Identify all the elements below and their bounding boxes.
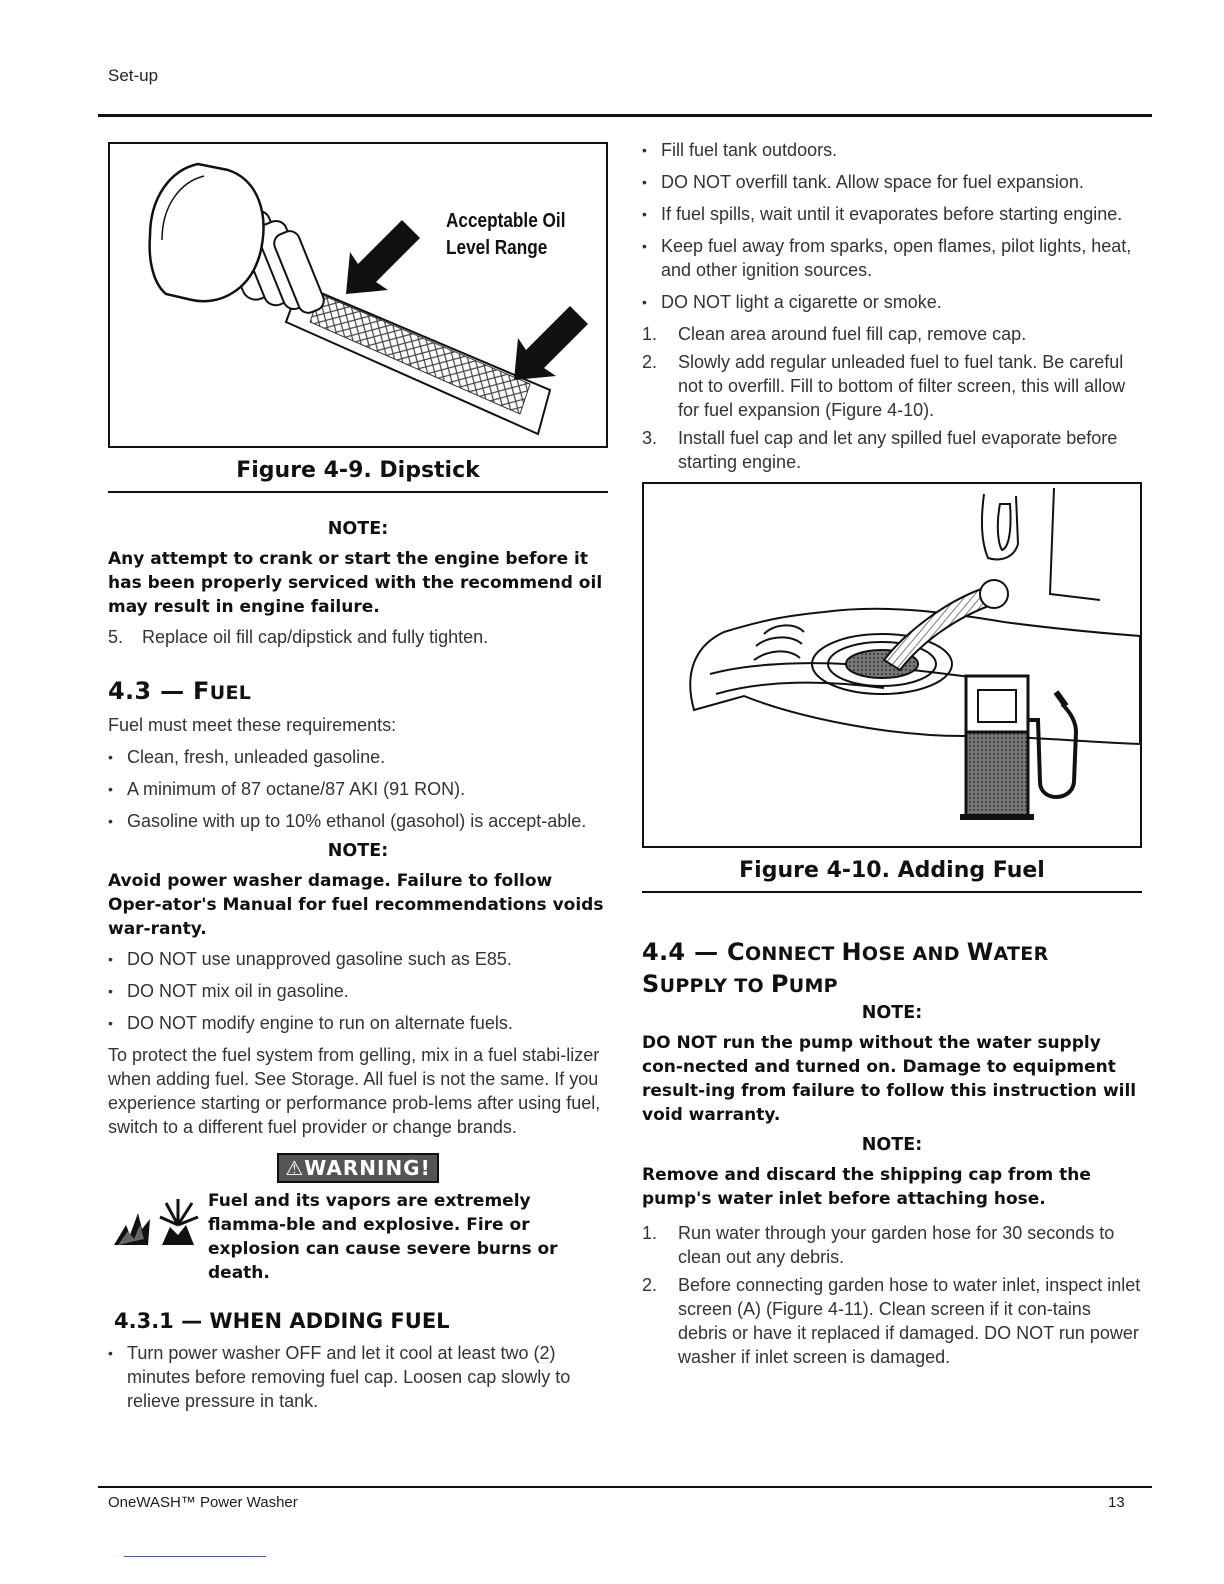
step-number: 5.: [108, 627, 124, 647]
step-number: 3.: [642, 428, 658, 448]
heading-part: H: [841, 938, 862, 966]
step-item: [642, 322, 1142, 346]
fuel-intro: Fuel must meet these requirements:: [108, 715, 397, 735]
step-item: [642, 1273, 1142, 1369]
dipstick-cap: [150, 164, 264, 301]
figure-caption-adding-fuel: Figure 4-10. Adding Fuel: [642, 848, 1142, 893]
warning-triangle-icon: ⚠: [285, 1156, 305, 1180]
heading-part: 4.3 — F: [108, 677, 210, 705]
adding-fuel-illustration: [644, 484, 1140, 846]
heading-part: S: [642, 970, 660, 998]
step-text: Run water through your garden hose for 30 seconds to clean out any debris.: [678, 1223, 1115, 1267]
step-number: 2.: [642, 352, 658, 372]
figure-adding-fuel: [642, 482, 1142, 848]
heading-part: OSE AND: [861, 943, 967, 965]
note-heading: NOTE:: [327, 841, 389, 861]
warning-badge-text: WARNING!: [304, 1156, 431, 1180]
note-heading: NOTE:: [861, 1003, 923, 1023]
heading-part: 4.4 — C: [642, 938, 745, 966]
gas-pump-icon: [960, 676, 1076, 820]
dipstick-blade: [286, 284, 550, 434]
note-fuel-warranty: Avoid power washer damage. Failure to follow Oper-ator's Manual for fuel recommendations voids war-ranty.: [108, 871, 604, 939]
arrow-upper: [346, 220, 420, 294]
stray-link-underline: [124, 1556, 266, 1557]
list-item: • Clean, fresh, unleaded gasoline.: [108, 745, 608, 769]
note-heading: NOTE:: [327, 519, 389, 539]
list-item: • Gasoline with up to 10% ethanol (gasohol) is accept-able.: [108, 809, 608, 833]
fuel-safety-list: [642, 138, 1142, 314]
oil-range-label-line1: Acceptable Oil: [446, 210, 566, 232]
figure-caption-dipstick: Figure 4-9. Dipstick: [108, 448, 608, 493]
note-shipping-cap: Remove and discard the shipping cap from the pump's water inlet before attaching hose.: [642, 1165, 1091, 1209]
heading-line: [642, 969, 1142, 1001]
list-item: • If fuel spills, wait until it evaporates before starting engine.: [642, 202, 1142, 226]
oil-range-label-line2: Level Range: [446, 237, 548, 259]
step-number: 1.: [642, 324, 658, 344]
step-list: [108, 625, 608, 649]
page-header-section: Set-up: [108, 66, 159, 85]
step-item: [642, 1221, 1142, 1269]
heading-part: UEL: [209, 682, 252, 704]
heading-line: [642, 937, 1142, 969]
step-text: Install fuel cap and let any spilled fuel evaporate before starting engine.: [678, 428, 1118, 472]
fuel-steps-list: [642, 322, 1142, 474]
list-item: • Turn power washer OFF and let it cool at least two (2) minutes before removing fuel cap. Loosen cap slowly to relieve pressure in tank.: [108, 1341, 608, 1413]
step-text: Slowly add regular unleaded fuel to fuel tank. Be careful not to overfill. Fill to bottom of filter screen, this will allow for fuel expansion (Figure 4-10).: [678, 352, 1126, 420]
subsection-heading-adding-fuel: 4.3.1 — WHEN ADDING FUEL: [114, 1309, 450, 1333]
list-item: • Keep fuel away from sparks, open flames, pilot lights, heat, and other ignition sources.: [642, 234, 1142, 282]
step-text: Replace oil fill cap/dipstick and fully tighten.: [142, 627, 489, 647]
fuel-donts-list: [108, 947, 608, 1035]
step-text: Before connecting garden hose to water inlet, inspect inlet screen (A) (Figure 4-11). Clean screen if it con-tains debris or have it replaced if damaged. DO NOT run power washer if inlet screen is damaged.: [678, 1275, 1141, 1367]
list-item: • A minimum of 87 octane/87 AKI (91 RON).: [108, 777, 608, 801]
footer-page-number: 13: [1108, 1494, 1125, 1511]
adding-fuel-list: [108, 1341, 608, 1413]
step-item: [642, 350, 1142, 422]
oil-range-label: [446, 208, 565, 262]
heading-part: ONNECT: [744, 943, 842, 965]
step-number: 2.: [642, 1275, 658, 1295]
step-number: 1.: [642, 1223, 658, 1243]
right-column: [642, 138, 1142, 1373]
list-item: • Fill fuel tank outdoors.: [642, 138, 1142, 162]
fire-explosion-icon: [108, 1189, 208, 1256]
footer-product-name: OneWASH™ Power Washer: [108, 1494, 298, 1511]
note-water-supply: DO NOT run the pump without the water supply con-nected and turned on. Damage to equipment result-ing from failure to follow this instruction will void warranty.: [642, 1033, 1137, 1125]
heading-part: ATER: [993, 943, 1049, 965]
step-item: [642, 426, 1142, 474]
hose-steps-list: [642, 1221, 1142, 1369]
dipstick-illustration: [110, 144, 606, 446]
left-column: [108, 142, 608, 1421]
heading-part: W: [966, 938, 994, 966]
note-heading: NOTE:: [861, 1135, 923, 1155]
header-rule: [98, 114, 1152, 117]
warning-badge: [277, 1153, 438, 1183]
fuel-requirements-list: [108, 745, 608, 833]
step-item: [108, 625, 608, 649]
section-heading-connect-hose: [642, 937, 1142, 1001]
list-item: • DO NOT use unapproved gasoline such as E85.: [108, 947, 608, 971]
arrow-lower: [514, 306, 588, 380]
fuel-stabilizer-paragraph: To protect the fuel system from gelling, mix in a fuel stabi-lizer when adding fuel. See Storage. All fuel is not the same. If you experience starting or performance prob-lems after using fuel, switch to a different fuel provider or change brands.: [108, 1045, 601, 1137]
list-item: • DO NOT mix oil in gasoline.: [108, 979, 608, 1003]
step-text: Clean area around fuel fill cap, remove cap.: [678, 324, 1027, 344]
heading-part: UMP: [788, 975, 838, 997]
list-item: • DO NOT modify engine to run on alternate fuels.: [108, 1011, 608, 1035]
warning-text: Fuel and its vapors are extremely flamma-ble and explosive. Fire or explosion can cause severe burns or death.: [208, 1191, 558, 1283]
footer-rule: [98, 1486, 1152, 1488]
list-item: • DO NOT light a cigarette or smoke.: [642, 290, 1142, 314]
warning-banner: [108, 1153, 608, 1183]
note-oil-warning: Any attempt to crank or start the engine before it has been properly serviced with the recommend oil may result in engine failure.: [108, 549, 603, 617]
section-heading-fuel: [108, 677, 608, 705]
figure-dipstick: [108, 142, 608, 448]
warning-row: [108, 1189, 608, 1285]
heading-part: P: [770, 970, 789, 998]
list-item: • DO NOT overfill tank. Allow space for fuel expansion.: [642, 170, 1142, 194]
heading-part: UPPLY TO: [659, 975, 771, 997]
